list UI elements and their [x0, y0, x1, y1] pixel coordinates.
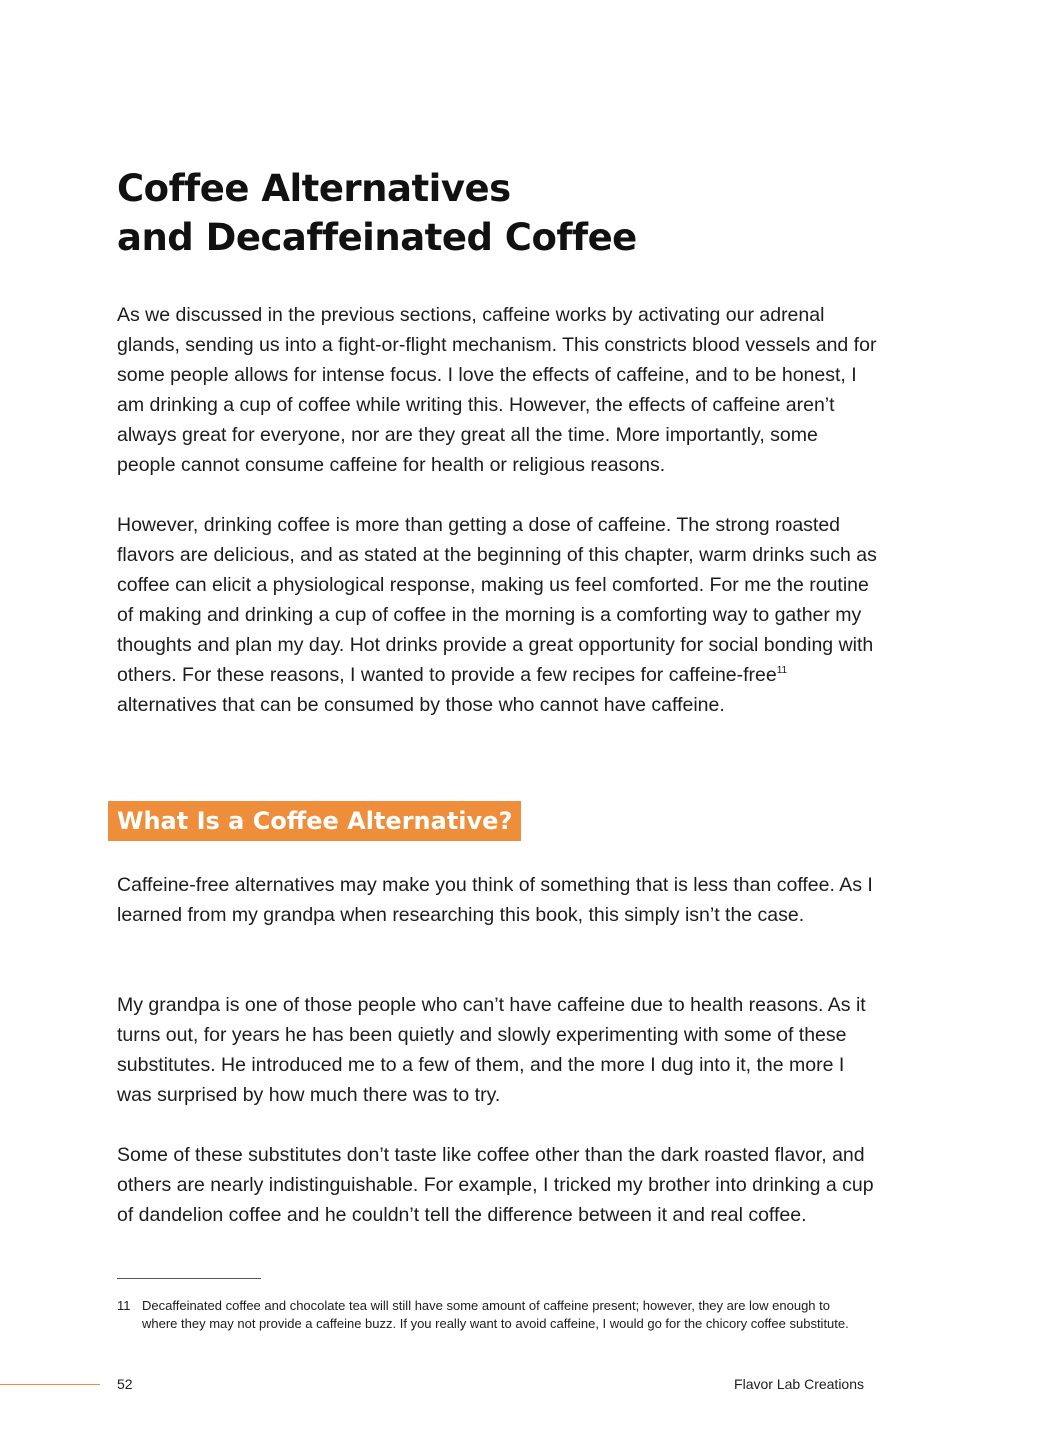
footer-accent-line: [0, 1384, 100, 1385]
intro-paragraph-1: As we discussed in the previous sections, caffeine works by activating our adrenal glands, sending us into a fight-or-flight mechanism. This constricts blood vessels and for some people allows for intense focus. I love the effects of caffeine, and to be honest, I am drinking a cup of coffee while writing this. However, the effects of caffeine aren’t always great for everyone, nor are they great all the time. More importantly, some people cannot consume caffeine for health or religious reasons.: [117, 304, 877, 476]
section-paragraph-3: Some of these substitutes don’t taste like coffee other than the dark roasted flavor, and others are nearly indistinguishable. For example, I tricked my brother into drinking a cup of dandelion coffee and he couldn’t tell the difference between it and real coffee.: [117, 1144, 874, 1226]
intro-paragraph-2-text: However, drinking coffee is more than getting a dose of caffeine. The strong roasted flavors are delicious, and as stated at the beginning of this chapter, warm drinks such as coffee can elicit a physiological response, making us feel comforted. For me the routine of making and drinking a cup of coffee in the morning is a comforting way to gather my thoughts and plan my day. Hot drinks provide a great opportunity for social bonding with others. For these reasons, I wanted to provide a few recipes for caffeine-free: [117, 514, 877, 686]
footnote-reference: 11: [776, 665, 788, 676]
page-number: 52: [117, 1376, 133, 1392]
intro-paragraph-2: [117, 510, 877, 720]
chapter-title-line-2: and Decaffeinated Coffee: [117, 216, 637, 259]
chapter-title: [117, 164, 917, 262]
intro-paragraph-2-text-continued: alternatives that can be consumed by those who cannot have caffeine.: [117, 694, 725, 716]
chapter-title-line-1: Coffee Alternatives: [117, 167, 511, 210]
footnote-divider: [117, 1278, 261, 1279]
footnote: [117, 1297, 867, 1333]
section-heading: What Is a Coffee Alternative?: [108, 801, 521, 841]
footnote-number: 11: [117, 1298, 131, 1313]
section-paragraph-1: Caffeine-free alternatives may make you think of something that is less than coffee. As I learned from my grandpa when researching this book, this simply isn’t the case.: [117, 874, 873, 926]
running-footer-title: Flavor Lab Creations: [734, 1376, 864, 1392]
section-paragraph-2: My grandpa is one of those people who can’t have caffeine due to health reasons. As it turns out, for years he has been quietly and slowly experimenting with some of these substitutes. He introduced me to a few of them, and the more I dug into it, the more I was surprised by how much there was to try.: [117, 994, 866, 1106]
footnote-text: Decaffeinated coffee and chocolate tea will still have some amount of caffeine present; however, they are low enough to where they may not provide a caffeine buzz. If you really want to avoid caffeine, I would go for the chicory coffee substitute.: [142, 1298, 849, 1331]
